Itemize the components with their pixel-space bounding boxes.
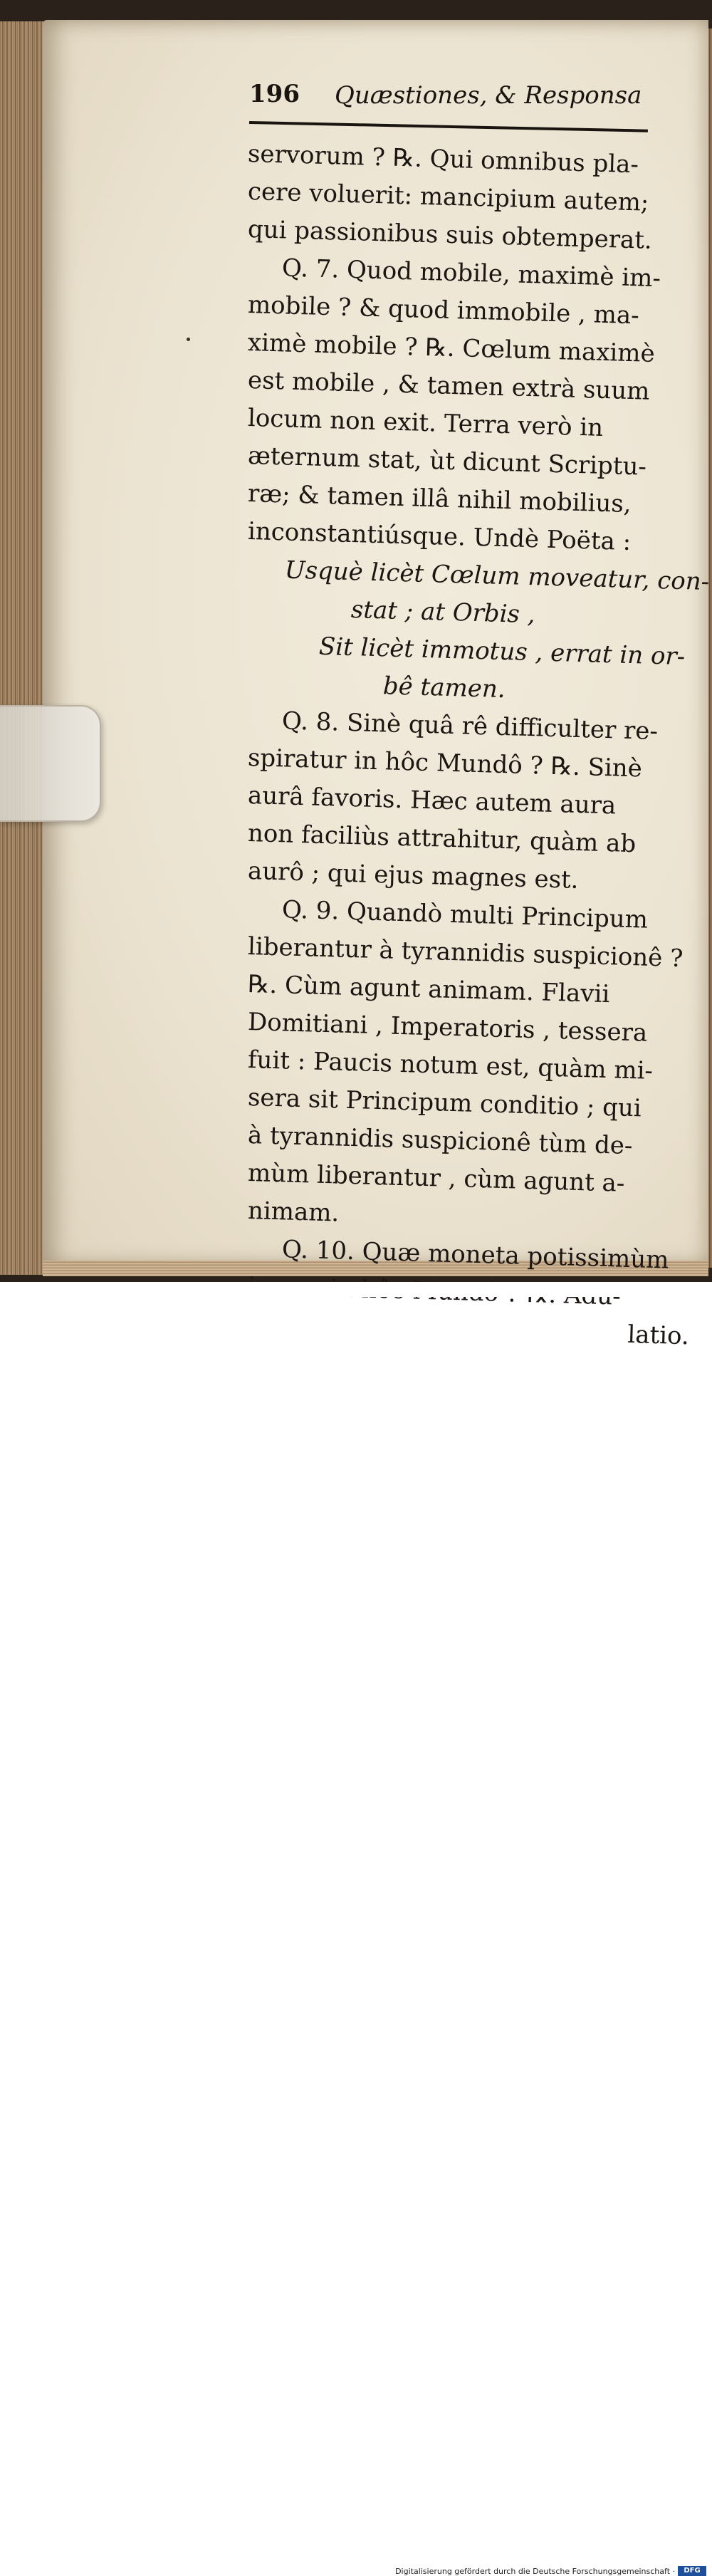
text-line: nimam. bbox=[247, 1196, 340, 1228]
page-number: 196 bbox=[249, 80, 300, 108]
body-text bbox=[247, 135, 710, 1351]
text-line: stat ; at Orbis , bbox=[350, 595, 536, 630]
text-line: aurâ favoris. Hæc autem aura bbox=[247, 781, 617, 820]
text-line: inconstantiúsque. Undè Poëta : bbox=[247, 517, 632, 557]
text-line: servorum ? ℞. Qui omnibus pla- bbox=[247, 140, 639, 179]
text-line: qui passionibus suis obtemperat. bbox=[247, 215, 653, 255]
text-line: cere voluerit: mancipium autem; bbox=[247, 177, 649, 217]
text-line: liberantur à tyrannidis suspicionê ? bbox=[247, 932, 684, 974]
text-line: à tyrannidis suspicionê tùm de- bbox=[247, 1121, 634, 1161]
text-line: aurô ; qui ejus magnes est. bbox=[247, 857, 580, 895]
text-line: Q. 10. Quæ moneta potissimùm bbox=[281, 1235, 669, 1275]
text-line: locum non exit. Terra verò in bbox=[247, 404, 604, 442]
running-head: Quæstiones, & Responsa bbox=[335, 81, 642, 110]
text-line: Q. 7. Quod mobile, maximè im- bbox=[281, 254, 661, 293]
text-line: mùm liberantur , cùm agunt a- bbox=[247, 1159, 625, 1198]
dfg-logo: DFG bbox=[678, 2566, 706, 2576]
text-line: est mobile , & tamen extrà suum bbox=[247, 366, 651, 406]
text-line: fuit : Paucis notum est, quàm mi- bbox=[247, 1045, 654, 1085]
ink-speck bbox=[187, 338, 190, 341]
text-line: Q. 9. Quandò multi Principum bbox=[281, 895, 649, 934]
digitization-credit: Digitalisierung gefördert durch die Deutsche Forschungsgemeinschaft · bbox=[395, 2567, 675, 2576]
text-line: Q. 8. Sinè quâ rê difficulter re- bbox=[281, 706, 659, 746]
text-line: æternum stat, ùt dicunt Scriptu- bbox=[247, 442, 647, 481]
text-line: non faciliùs attrahitur, quàm ab bbox=[247, 819, 637, 859]
text-line: sera sit Principum conditio ; qui bbox=[247, 1083, 642, 1123]
bookmark-clip bbox=[0, 705, 101, 822]
text-line: Usquè licèt Cœlum moveatur, con- bbox=[284, 556, 710, 597]
text-line: bê tamen. bbox=[382, 672, 506, 704]
text-line: latio. bbox=[627, 1320, 690, 1351]
page-header bbox=[249, 80, 662, 122]
text-line: ximè mobile ? ℞. Cœlum maximè bbox=[247, 328, 656, 368]
text-line: Sit licèt immotus , errat in or- bbox=[318, 632, 686, 672]
text-line: ℞. Cùm agunt animam. Flavii bbox=[247, 970, 610, 1009]
text-line: spiratur in hôc Mundô ? ℞. Sinè bbox=[247, 744, 643, 783]
text-line: Domitiani , Imperatoris , tessera bbox=[247, 1008, 648, 1048]
text-line: ræ; & tamen illâ nihil mobilius, bbox=[247, 479, 632, 519]
text-line: mobile ? & quod immobile , ma- bbox=[247, 291, 640, 330]
